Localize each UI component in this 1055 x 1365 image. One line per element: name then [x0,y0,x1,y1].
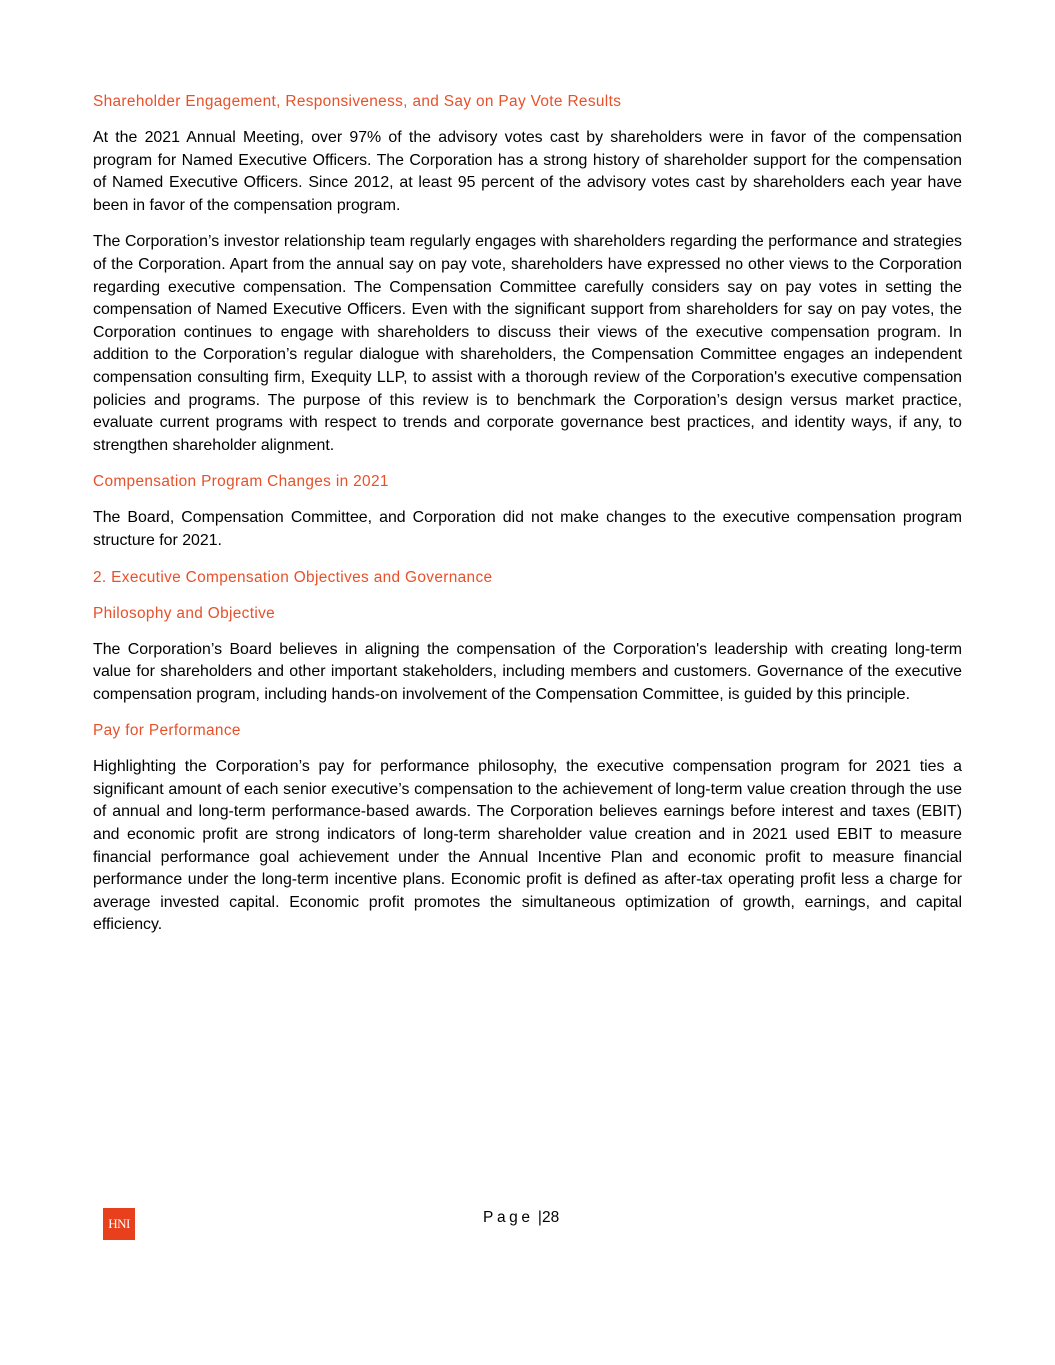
heading-program-changes: Compensation Program Changes in 2021 [93,473,389,491]
paragraph-program-changes: The Board, Compensation Committee, and Corporation did not make changes to the executive compensation program structure for 2021. [93,509,962,549]
paragraph-philosophy: The Corporation’s Board believes in aligning the compensation of the Corporation's leadership with creating long-term value for shareholders and other important stakeholders, including members and customers. Governance of the executive compensation program, including hands-on involvement of the Compensation Committee, is guided by this principle. [93,640,962,703]
paragraph-investor-relations: The Corporation’s investor relationship team regularly engages with shareholders regarding the performance and strategies of the Corporation. Apart from the annual say on pay vote, shareholders have expressed no other views to the Corporation regarding executive compensation. The Compensation Committee carefully considers say on pay votes in setting the compensation of Named Executive Officers. Even with the significant support from shareholders for say on pay votes, the Corporation continues to engage with shareholders to discuss their views of the executive compensation program. In addition to the Corporation’s regular dialogue with shareholders, the Compensation Committee engages an independent compensation consulting firm, Exequity LLP, to assist with a thorough review of the Corporation's executive compensation policies and programs. The purpose of this review is to benchmark the Corporation’s design versus market practice, evaluate current programs with respect to trends and corporate governance best practices, and identity ways, if any, to strengthen shareholder alignment. [93,233,962,454]
heading-shareholder-engagement: Shareholder Engagement, Responsiveness, and Say on Pay Vote Results [93,93,622,110]
heading-pay-for-performance: Pay for Performance [93,722,241,740]
heading-philosophy-objective: Philosophy and Objective [93,604,276,622]
paragraph-pay-for-performance: Highlighting the Corporation’s pay for performance philosophy, the executive compensation program for 2021 ties a significant amount of each senior executive’s compensation to the achievement of long-term value creation through the use of annual and long-term performance-based awards. The Corporation believes earnings before interest and taxes (EBIT) and economic profit are strong indicators of long-term shareholder value creation and in 2021 used EBIT to measure financial performance goal achievement under the Annual Incentive Plan and economic profit to measure financial performance under the long-term incentive plans. Economic profit is defined as after-tax operating profit less a charge for average invested capital. Economic profit promotes the simultaneous optimization of growth, earnings, and capital efficiency. [93,758,962,934]
page-number-footer [483,1208,559,1228]
page-separator: | [537,1209,542,1226]
paragraph-say-on-pay-results: At the 2021 Annual Meeting, over 97% of the advisory votes cast by shareholders were in favor of the compensation program for Named Executive Officers. The Corporation has a strong history of shareholder support for the compensation of Named Executive Officers. Since 2012, at least 95 percent of the advisory votes cast by shareholders each year have been in favor of the compensation program. [93,129,962,214]
heading-objectives-governance: 2. Executive Compensation Objectives and Governance [93,568,493,586]
page-label: Page [483,1209,534,1226]
document-body [93,91,962,951]
page-number: 28 [541,1209,560,1226]
hni-logo: HNI [103,1208,135,1240]
